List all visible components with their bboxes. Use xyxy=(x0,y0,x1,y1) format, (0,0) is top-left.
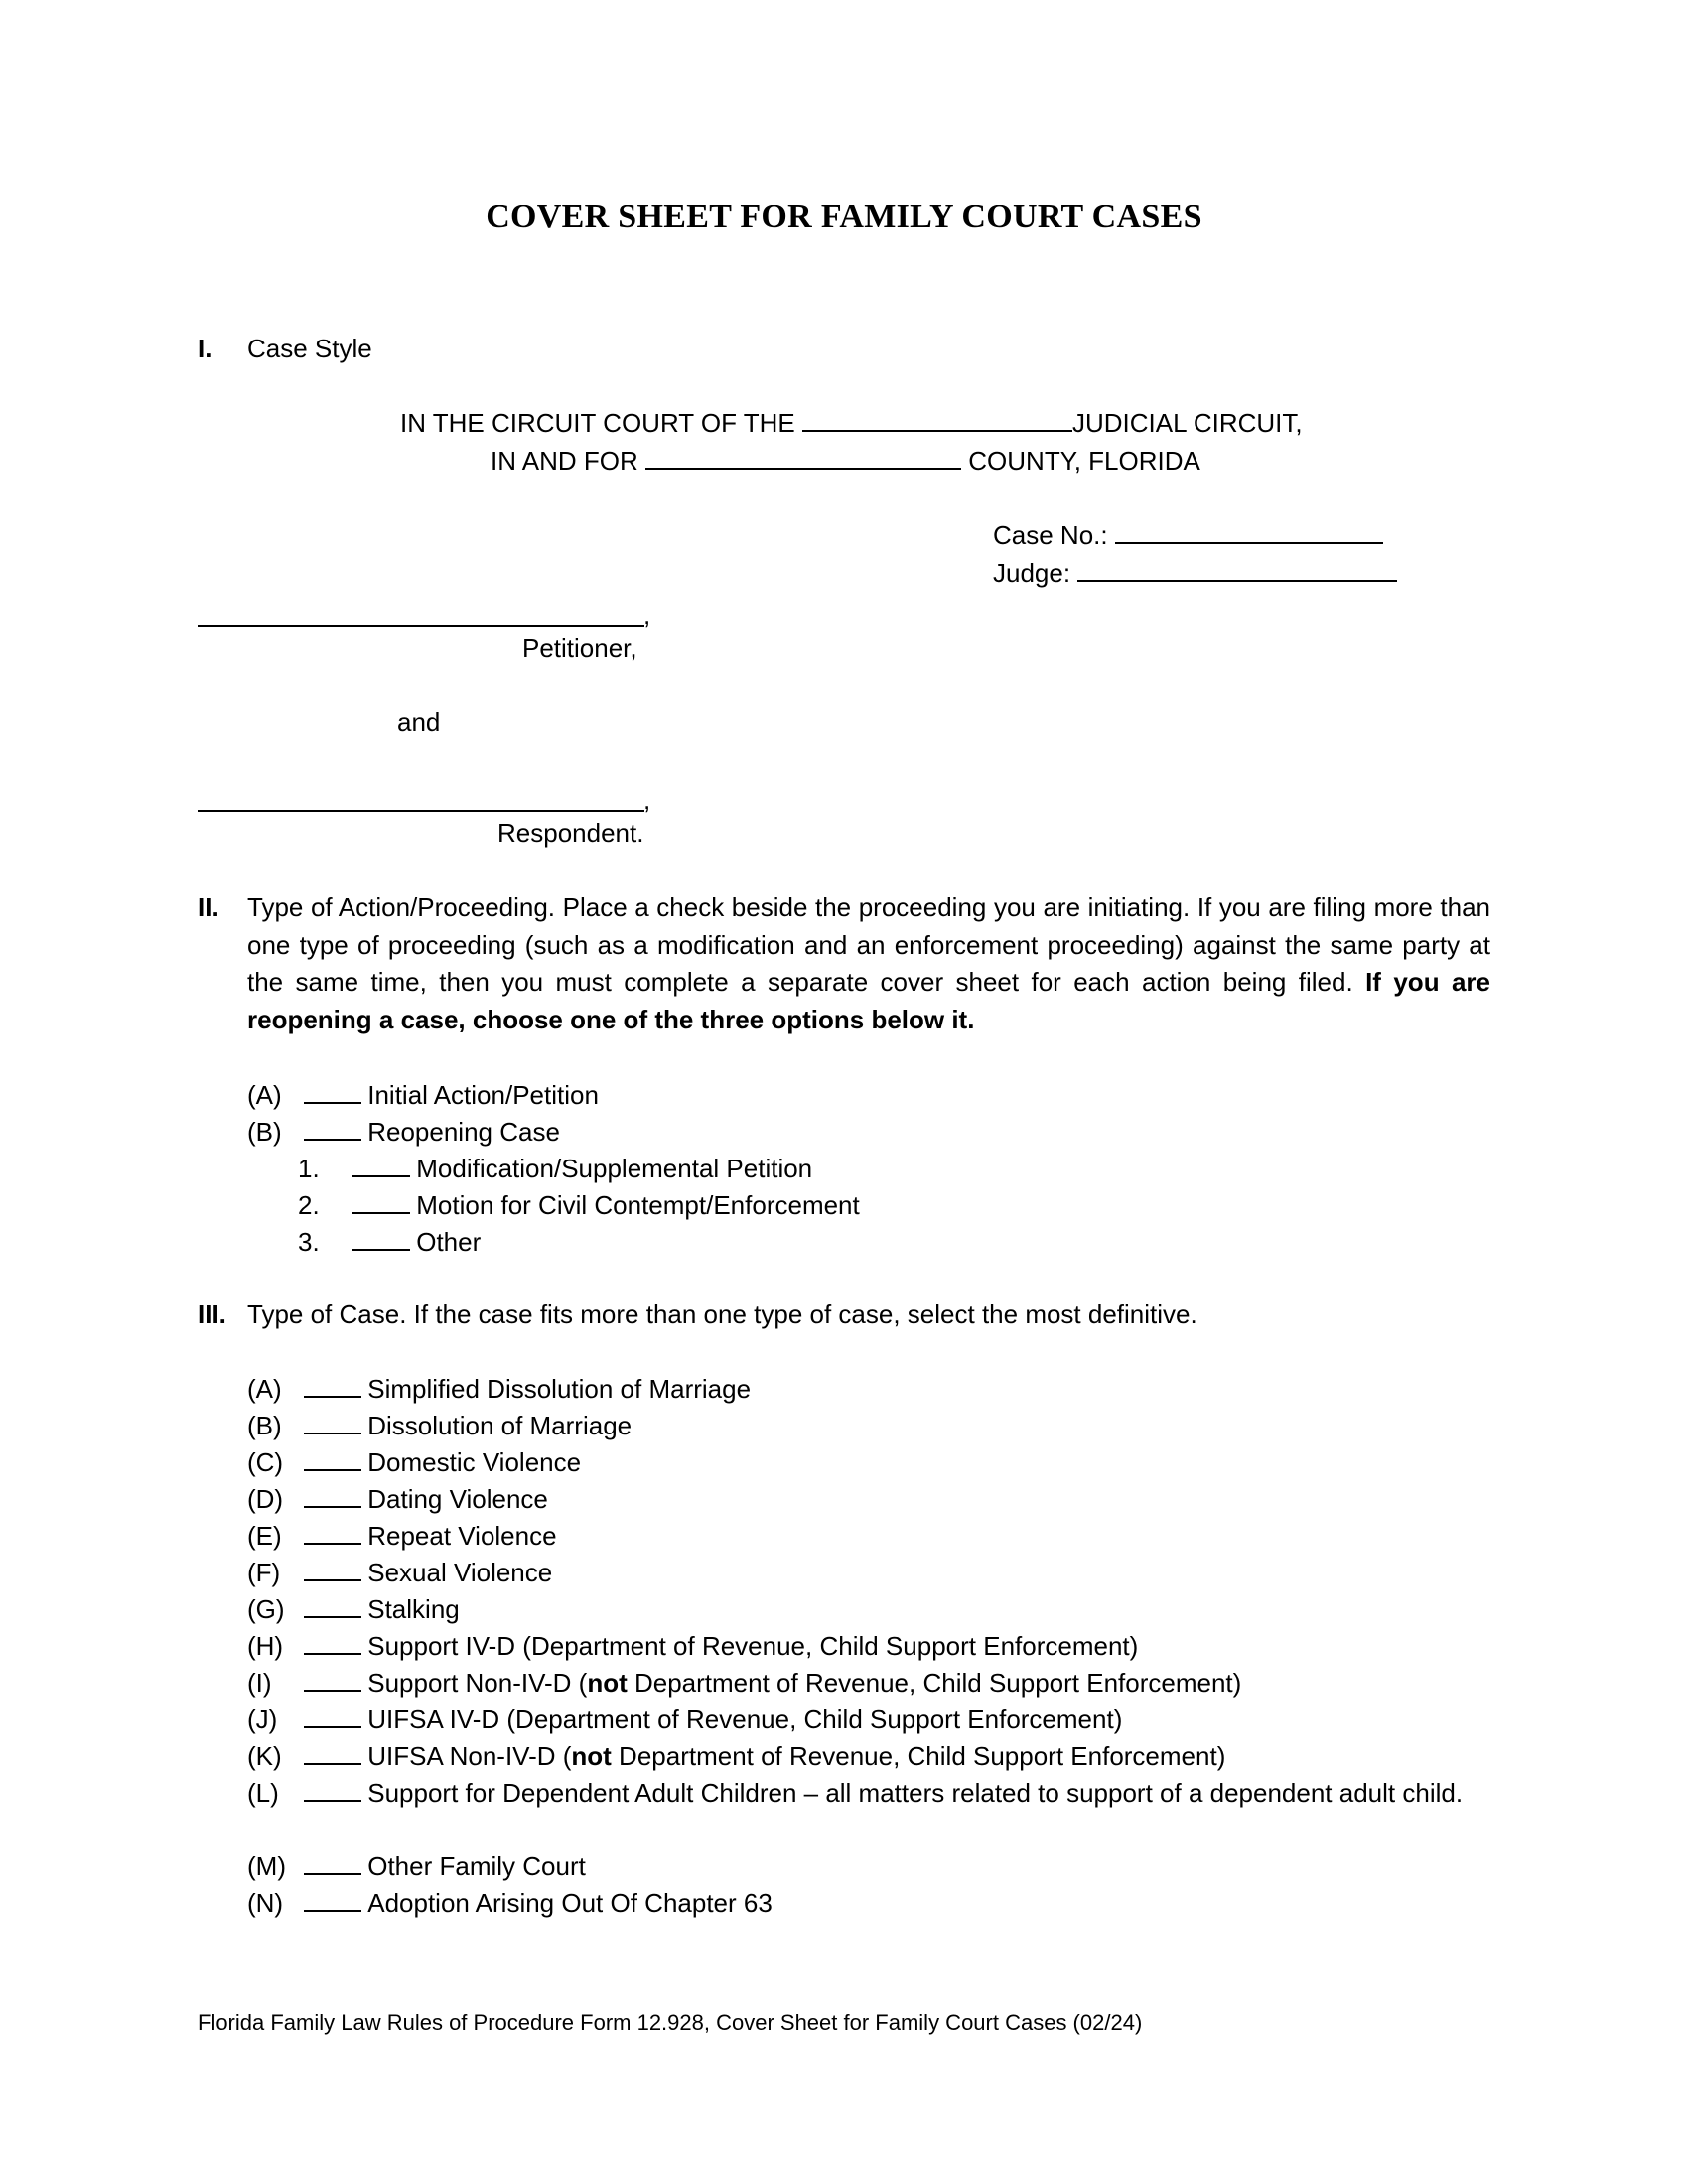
option-text: Initial Action/Petition xyxy=(367,1080,599,1110)
case-number-row xyxy=(993,516,1383,554)
option-label: (H) xyxy=(247,1631,284,1661)
section-1-number xyxy=(198,331,211,367)
court-line-1-suffix: JUDICIAL CIRCUIT, xyxy=(1071,408,1303,438)
judge-label: Judge: xyxy=(993,558,1071,588)
option-label: (G) xyxy=(247,1594,285,1624)
option-text-emphasis: not xyxy=(571,1741,612,1771)
case-type-option-f xyxy=(247,1554,552,1591)
check-blank[interactable] xyxy=(304,1664,361,1692)
option-text: Motion for Civil Contempt/Enforcement xyxy=(416,1190,860,1220)
option-text: Department of Revenue, Child Support Enforcement) xyxy=(627,1668,1242,1698)
option-text-emphasis: not xyxy=(587,1668,628,1698)
petitioner-comma: , xyxy=(643,601,651,630)
option-text: Department of Revenue, Child Support Enforcement) xyxy=(611,1741,1226,1771)
option-label: (A) xyxy=(247,1374,282,1404)
petitioner-name-field[interactable] xyxy=(198,625,644,627)
check-blank[interactable] xyxy=(304,1884,361,1912)
option-text: Other Family Court xyxy=(367,1851,586,1881)
option-label: (N) xyxy=(247,1888,284,1918)
action-option-b xyxy=(247,1113,560,1151)
court-line-1 xyxy=(400,404,1303,442)
action-option-a xyxy=(247,1076,599,1114)
check-blank[interactable] xyxy=(304,1701,361,1728)
option-text: Sexual Violence xyxy=(367,1558,553,1587)
case-type-option-i xyxy=(247,1664,1241,1702)
option-label: (M) xyxy=(247,1851,286,1881)
and-label: and xyxy=(397,707,441,737)
option-label: 2. xyxy=(298,1190,320,1220)
check-blank[interactable] xyxy=(304,1627,361,1655)
option-label: (B) xyxy=(247,1411,282,1440)
case-type-option-c xyxy=(247,1443,581,1481)
reopen-option-3 xyxy=(298,1223,481,1261)
court-line-2 xyxy=(491,442,1200,479)
section-3-instructions: Type of Case. If the case fits more than one type of case, select the most definitive. xyxy=(247,1299,1197,1329)
option-text: Domestic Violence xyxy=(367,1447,582,1477)
section-number: I. xyxy=(198,334,212,363)
option-text: Reopening Case xyxy=(367,1117,560,1147)
check-blank[interactable] xyxy=(304,1774,361,1802)
section-1-heading: Case Style xyxy=(247,334,372,363)
case-type-option-n xyxy=(247,1884,773,1922)
option-text: Stalking xyxy=(367,1594,460,1624)
case-type-option-k xyxy=(247,1737,1225,1775)
check-blank[interactable] xyxy=(304,1076,361,1104)
check-blank[interactable] xyxy=(304,1737,361,1765)
judge-field[interactable] xyxy=(1077,554,1397,582)
court-line-2-prefix: IN AND FOR xyxy=(491,446,638,476)
court-line-1-prefix: IN THE CIRCUIT COURT OF THE xyxy=(400,408,795,438)
section-3-number: III. xyxy=(198,1299,226,1329)
option-text: Support Non-IV-D ( xyxy=(367,1668,588,1698)
case-type-option-d xyxy=(247,1480,548,1518)
check-blank[interactable] xyxy=(352,1150,410,1177)
case-type-option-l xyxy=(247,1774,1490,1812)
respondent-name-field[interactable] xyxy=(198,810,644,812)
option-label: (I) xyxy=(247,1668,272,1698)
section-2-instructions xyxy=(247,889,1490,1038)
option-label: 1. xyxy=(298,1154,320,1183)
reopen-option-1 xyxy=(298,1150,812,1187)
court-line-2-suffix: COUNTY, FLORIDA xyxy=(968,446,1200,476)
check-blank[interactable] xyxy=(304,1370,361,1398)
case-type-option-g xyxy=(247,1590,460,1628)
check-blank[interactable] xyxy=(352,1223,410,1251)
section-2-text: Type of Action/Proceeding. Place a check beside the proceeding you are initiating. If you are filing more than one type of proceeding (such as a modification and an enforcement proceeding) against the same party at the same time, then you must complete a separate cover sheet for each action being filed. xyxy=(247,892,1490,997)
county-field[interactable] xyxy=(645,442,961,470)
check-blank[interactable] xyxy=(304,1407,361,1434)
option-text: Other xyxy=(416,1227,482,1257)
option-label: 3. xyxy=(298,1227,320,1257)
petitioner-label: Petitioner, xyxy=(522,633,637,663)
option-label: (J) xyxy=(247,1705,278,1734)
option-label: (A) xyxy=(247,1080,282,1110)
judicial-circuit-field[interactable] xyxy=(802,404,1072,432)
judge-row xyxy=(993,554,1397,592)
check-blank[interactable] xyxy=(304,1517,361,1545)
option-text: Support IV-D (Department of Revenue, Child Support Enforcement) xyxy=(367,1631,1139,1661)
check-blank[interactable] xyxy=(304,1554,361,1581)
option-label: (E) xyxy=(247,1521,282,1551)
check-blank[interactable] xyxy=(304,1480,361,1508)
case-type-option-h xyxy=(247,1627,1138,1665)
option-text: UIFSA Non-IV-D ( xyxy=(367,1741,572,1771)
case-type-option-j xyxy=(247,1701,1122,1738)
option-label: (C) xyxy=(247,1447,284,1477)
reopen-option-2 xyxy=(298,1186,860,1224)
case-type-option-b xyxy=(247,1407,632,1444)
section-2-number: II. xyxy=(198,892,219,922)
case-type-option-a xyxy=(247,1370,751,1408)
option-label: (F) xyxy=(247,1558,281,1587)
case-type-option-e xyxy=(247,1517,557,1555)
check-blank[interactable] xyxy=(352,1186,410,1214)
option-label: (D) xyxy=(247,1484,284,1514)
option-text: Dissolution of Marriage xyxy=(367,1411,633,1440)
respondent-label: Respondent. xyxy=(497,818,644,848)
option-text: Dating Violence xyxy=(367,1484,548,1514)
check-blank[interactable] xyxy=(304,1443,361,1471)
option-text: UIFSA IV-D (Department of Revenue, Child Support Enforcement) xyxy=(367,1705,1123,1734)
option-label: (K) xyxy=(247,1741,282,1771)
section-2-bold-text: If you are reopening a case, choose one of the three options below it. xyxy=(247,967,1490,1034)
option-label: (L) xyxy=(247,1778,279,1808)
option-text: Adoption Arising Out Of Chapter 63 xyxy=(367,1888,773,1918)
option-text: Modification/Supplemental Petition xyxy=(416,1154,813,1183)
page-title: COVER SHEET FOR FAMILY COURT CASES xyxy=(486,199,1202,235)
check-blank[interactable] xyxy=(304,1113,361,1141)
option-label: (B) xyxy=(247,1117,282,1147)
case-type-option-m xyxy=(247,1847,586,1885)
check-blank[interactable] xyxy=(304,1590,361,1618)
page-footer: Florida Family Law Rules of Procedure Form 12.928, Cover Sheet for Family Court Cases (02/24) xyxy=(198,2010,1143,2035)
option-text: Repeat Violence xyxy=(367,1521,557,1551)
option-text: Simplified Dissolution of Marriage xyxy=(367,1374,752,1404)
check-blank[interactable] xyxy=(304,1847,361,1875)
option-text: Support for Dependent Adult Children – all matters related to support of a dependent adult child. xyxy=(367,1778,1464,1808)
case-no-field[interactable] xyxy=(1115,516,1383,544)
respondent-comma: , xyxy=(643,785,651,815)
case-no-label: Case No.: xyxy=(993,520,1108,550)
